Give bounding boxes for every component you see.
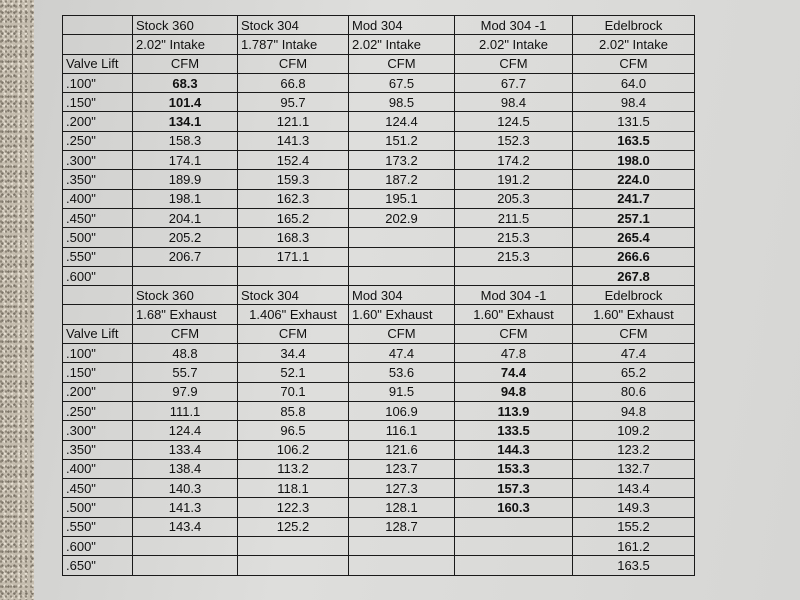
cfm-cell: 158.3 [133, 131, 238, 150]
cfm-cell: 47.4 [573, 344, 695, 363]
blank-cell [63, 16, 133, 35]
valve-size-cell: 1.68" Exhaust [133, 305, 238, 324]
lift-cell: .550" [63, 247, 133, 266]
cfm-cell: 138.4 [133, 459, 238, 478]
cfm-cell: 205.3 [455, 189, 573, 208]
head-name-cell: Mod 304 [349, 286, 455, 305]
cfm-cell: 65.2 [573, 363, 695, 382]
cfm-cell [238, 266, 349, 285]
head-name-cell: Mod 304 -1 [455, 16, 573, 35]
cfm-cell: 121.1 [238, 112, 349, 131]
table-row [63, 344, 695, 363]
cfm-cell: 111.1 [133, 401, 238, 420]
lift-cell: .650" [63, 556, 133, 575]
unit-cell: CFM [455, 324, 573, 343]
table-row [63, 151, 695, 170]
cfm-cell: 174.1 [133, 151, 238, 170]
lift-cell: .400" [63, 189, 133, 208]
cfm-cell: 64.0 [573, 73, 695, 92]
cfm-cell: 121.6 [349, 440, 455, 459]
valve-size-cell: 1.60" Exhaust [573, 305, 695, 324]
cfm-cell: 118.1 [238, 479, 349, 498]
valve-size-cell: 1.60" Exhaust [455, 305, 573, 324]
cfm-cell: 74.4 [455, 363, 573, 382]
unit-cell: CFM [133, 54, 238, 73]
cfm-cell: 133.4 [133, 440, 238, 459]
cfm-cell: 132.7 [573, 459, 695, 478]
table-row [63, 131, 695, 150]
cfm-cell [133, 556, 238, 575]
cfm-cell: 98.4 [573, 93, 695, 112]
cfm-cell: 141.3 [133, 498, 238, 517]
cfm-cell: 157.3 [455, 479, 573, 498]
cfm-cell: 91.5 [349, 382, 455, 401]
cfm-cell: 173.2 [349, 151, 455, 170]
cfm-cell: 47.8 [455, 344, 573, 363]
intake-head-name-row [63, 16, 695, 35]
cfm-cell: 165.2 [238, 208, 349, 227]
cfm-cell: 52.1 [238, 363, 349, 382]
valve-size-cell: 1.787" Intake [238, 35, 349, 54]
cfm-cell: 257.1 [573, 208, 695, 227]
valve-size-cell: 2.02" Intake [573, 35, 695, 54]
head-name-cell: Stock 304 [238, 16, 349, 35]
table-row [63, 73, 695, 92]
exhaust-unit-row [63, 324, 695, 343]
cfm-cell: 161.2 [573, 537, 695, 556]
cfm-cell: 215.3 [455, 228, 573, 247]
lift-cell: .250" [63, 401, 133, 420]
cfm-cell: 66.8 [238, 73, 349, 92]
table-row [63, 228, 695, 247]
cfm-cell: 211.5 [455, 208, 573, 227]
cfm-cell: 95.7 [238, 93, 349, 112]
cfm-cell: 55.7 [133, 363, 238, 382]
table-row [63, 247, 695, 266]
cfm-cell: 205.2 [133, 228, 238, 247]
head-name-cell: Stock 360 [133, 286, 238, 305]
table-row [63, 517, 695, 536]
cfm-cell: 171.1 [238, 247, 349, 266]
cfm-cell: 163.5 [573, 556, 695, 575]
cfm-cell: 125.2 [238, 517, 349, 536]
cfm-cell [238, 556, 349, 575]
intake-valve-size-row [63, 35, 695, 54]
table-row [63, 459, 695, 478]
cfm-cell: 191.2 [455, 170, 573, 189]
cfm-cell: 160.3 [455, 498, 573, 517]
head-name-cell: Stock 360 [133, 16, 238, 35]
cfm-cell: 70.1 [238, 382, 349, 401]
lift-cell: .500" [63, 498, 133, 517]
cfm-cell: 106.9 [349, 401, 455, 420]
blank-cell [63, 305, 133, 324]
cfm-cell: 168.3 [238, 228, 349, 247]
cfm-cell: 67.5 [349, 73, 455, 92]
valve-size-cell: 2.02" Intake [349, 35, 455, 54]
exhaust-valve-size-row [63, 305, 695, 324]
cfm-cell: 128.1 [349, 498, 455, 517]
unit-cell: CFM [455, 54, 573, 73]
cfm-cell: 98.4 [455, 93, 573, 112]
cfm-cell: 68.3 [133, 73, 238, 92]
valve-size-cell: 1.60" Exhaust [349, 305, 455, 324]
table-row [63, 498, 695, 517]
countertop-background [0, 0, 34, 600]
cfm-cell: 189.9 [133, 170, 238, 189]
cfm-cell [455, 537, 573, 556]
valve-lift-header: Valve Lift [63, 324, 133, 343]
cfm-cell: 116.1 [349, 421, 455, 440]
head-name-cell: Mod 304 [349, 16, 455, 35]
lift-cell: .350" [63, 170, 133, 189]
cfm-cell: 94.8 [573, 401, 695, 420]
cfm-cell: 152.4 [238, 151, 349, 170]
cfm-cell: 241.7 [573, 189, 695, 208]
table-row [63, 440, 695, 459]
unit-cell: CFM [349, 324, 455, 343]
valve-size-cell: 1.406" Exhaust [238, 305, 349, 324]
cfm-cell: 141.3 [238, 131, 349, 150]
unit-cell: CFM [573, 324, 695, 343]
lift-cell: .450" [63, 479, 133, 498]
cfm-cell: 198.0 [573, 151, 695, 170]
table-row [63, 363, 695, 382]
lift-cell: .200" [63, 112, 133, 131]
table-row [63, 537, 695, 556]
lift-cell: .250" [63, 131, 133, 150]
lift-cell: .600" [63, 266, 133, 285]
cfm-cell: 85.8 [238, 401, 349, 420]
intake-unit-row [63, 54, 695, 73]
cfm-cell: 98.5 [349, 93, 455, 112]
cfm-cell [133, 537, 238, 556]
table-row [63, 266, 695, 285]
cfm-cell: 67.7 [455, 73, 573, 92]
head-name-cell: Stock 304 [238, 286, 349, 305]
unit-cell: CFM [238, 54, 349, 73]
cfm-cell: 133.5 [455, 421, 573, 440]
lift-cell: .150" [63, 93, 133, 112]
lift-cell: .550" [63, 517, 133, 536]
valve-size-cell: 2.02" Intake [455, 35, 573, 54]
cfm-cell: 195.1 [349, 189, 455, 208]
cfm-cell [349, 228, 455, 247]
cfm-cell: 113.2 [238, 459, 349, 478]
cfm-cell: 109.2 [573, 421, 695, 440]
head-name-cell: Mod 304 -1 [455, 286, 573, 305]
cfm-cell: 144.3 [455, 440, 573, 459]
unit-cell: CFM [133, 324, 238, 343]
cfm-cell [133, 266, 238, 285]
cfm-cell: 267.8 [573, 266, 695, 285]
cfm-cell: 97.9 [133, 382, 238, 401]
cfm-cell [349, 537, 455, 556]
lift-cell: .600" [63, 537, 133, 556]
cfm-cell: 155.2 [573, 517, 695, 536]
cfm-cell: 151.2 [349, 131, 455, 150]
cfm-cell [349, 247, 455, 266]
blank-cell [63, 35, 133, 54]
exhaust-head-name-row [63, 286, 695, 305]
unit-cell: CFM [573, 54, 695, 73]
valve-lift-header: Valve Lift [63, 54, 133, 73]
unit-cell: CFM [349, 54, 455, 73]
lift-cell: .350" [63, 440, 133, 459]
cfm-cell: 159.3 [238, 170, 349, 189]
cfm-cell [455, 556, 573, 575]
cfm-cell: 202.9 [349, 208, 455, 227]
cfm-cell: 163.5 [573, 131, 695, 150]
table-row [63, 189, 695, 208]
lift-cell: .400" [63, 459, 133, 478]
cfm-cell: 187.2 [349, 170, 455, 189]
cfm-cell [238, 537, 349, 556]
lift-cell: .100" [63, 73, 133, 92]
cfm-cell: 127.3 [349, 479, 455, 498]
lift-cell: .450" [63, 208, 133, 227]
cfm-cell: 266.6 [573, 247, 695, 266]
cfm-cell: 113.9 [455, 401, 573, 420]
cfm-cell: 265.4 [573, 228, 695, 247]
cfm-cell: 198.1 [133, 189, 238, 208]
cfm-cell: 174.2 [455, 151, 573, 170]
cfm-cell: 149.3 [573, 498, 695, 517]
cfm-cell: 101.4 [133, 93, 238, 112]
cfm-cell: 143.4 [573, 479, 695, 498]
cfm-cell: 152.3 [455, 131, 573, 150]
cfm-cell: 123.2 [573, 440, 695, 459]
blank-cell [63, 286, 133, 305]
cfm-cell: 131.5 [573, 112, 695, 131]
cfm-cell [455, 517, 573, 536]
cfm-cell: 122.3 [238, 498, 349, 517]
cfm-cell: 47.4 [349, 344, 455, 363]
unit-cell: CFM [238, 324, 349, 343]
cfm-cell: 96.5 [238, 421, 349, 440]
cfm-cell: 106.2 [238, 440, 349, 459]
cfm-cell: 153.3 [455, 459, 573, 478]
valve-size-cell: 2.02" Intake [133, 35, 238, 54]
cfm-cell: 124.4 [349, 112, 455, 131]
cfm-cell: 80.6 [573, 382, 695, 401]
lift-cell: .500" [63, 228, 133, 247]
table-row [63, 112, 695, 131]
cfm-cell: 206.7 [133, 247, 238, 266]
cfm-cell [349, 266, 455, 285]
lift-cell: .200" [63, 382, 133, 401]
cfm-cell: 123.7 [349, 459, 455, 478]
table-row [63, 556, 695, 575]
table-row [63, 208, 695, 227]
cfm-cell: 34.4 [238, 344, 349, 363]
lift-cell: .100" [63, 344, 133, 363]
table-row [63, 382, 695, 401]
lift-cell: .150" [63, 363, 133, 382]
table-row [63, 479, 695, 498]
cfm-cell: 224.0 [573, 170, 695, 189]
table-row [63, 93, 695, 112]
cfm-cell: 48.8 [133, 344, 238, 363]
cfm-cell: 143.4 [133, 517, 238, 536]
cfm-cell: 204.1 [133, 208, 238, 227]
lift-cell: .300" [63, 151, 133, 170]
head-name-cell: Edelbrock [573, 286, 695, 305]
table-row [63, 170, 695, 189]
cfm-cell: 53.6 [349, 363, 455, 382]
lift-cell: .300" [63, 421, 133, 440]
table-row [63, 421, 695, 440]
cfm-cell: 124.4 [133, 421, 238, 440]
cfm-cell: 128.7 [349, 517, 455, 536]
cfm-cell: 94.8 [455, 382, 573, 401]
head-name-cell: Edelbrock [573, 16, 695, 35]
cfm-cell: 140.3 [133, 479, 238, 498]
cfm-cell: 215.3 [455, 247, 573, 266]
table-row [63, 401, 695, 420]
cfm-cell: 162.3 [238, 189, 349, 208]
flow-table [62, 15, 695, 576]
cfm-cell [455, 266, 573, 285]
cfm-cell: 124.5 [455, 112, 573, 131]
cfm-cell: 134.1 [133, 112, 238, 131]
cfm-cell [349, 556, 455, 575]
